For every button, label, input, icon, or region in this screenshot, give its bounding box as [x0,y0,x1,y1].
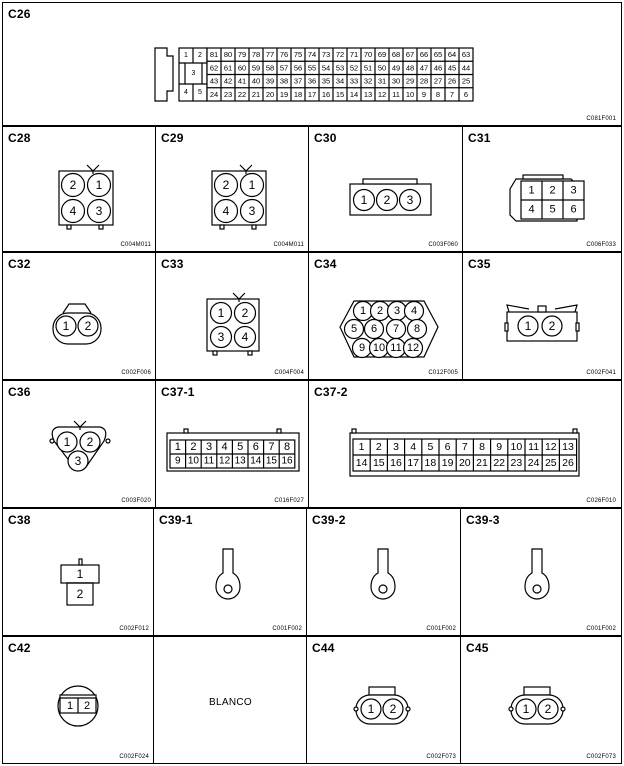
pin-label: 3 [191,70,196,77]
connector-cell-blank [153,636,308,764]
pin-label: 3 [74,454,82,468]
connector-c39-2-diagram [307,509,462,636]
pin-label: 58 [265,63,275,73]
pin-label: 27 [433,76,443,86]
pin-label: 2 [544,702,552,716]
lock-tab [561,707,565,711]
connector-cell-c28 [2,126,157,252]
pin-label: 20 [458,457,471,469]
top-ridge [507,305,529,312]
pin-label: 17 [307,89,317,99]
connector-title: C30 [314,131,337,145]
pin-label: 2 [84,319,92,333]
connector-title: C42 [8,641,31,655]
pin-label: 3 [95,204,103,218]
pin-label: 46 [433,63,443,73]
pin-label: 47 [419,63,429,73]
pin-label: 5 [350,323,358,335]
pin-label: 13 [562,441,574,453]
pin-label: 20 [265,89,275,99]
pin-label: 18 [424,457,437,469]
connector-c45-diagram [461,637,622,764]
pin-label: 5 [198,89,202,96]
connector-c37-2-diagram [309,381,622,508]
pin-label: 70 [363,50,373,60]
lock-tab [248,351,252,355]
pin-label: 11 [390,342,402,354]
pin-label: 13 [363,89,373,99]
connector-title: C32 [8,257,31,271]
pin-label: 17 [407,457,420,469]
pin-label: 57 [279,63,289,73]
pin-label: 1 [63,435,71,449]
pin-label: 73 [321,50,331,60]
top-ridge [363,179,417,184]
pin-label: 2 [376,305,384,317]
pin-label: 5 [549,203,556,216]
lock-tab [213,351,217,355]
pin-label: 28 [419,76,429,86]
pin-label: 11 [203,455,215,467]
pin-label: 8 [283,441,291,453]
connector-cell-c42 [2,636,155,764]
top-ridge [523,175,563,179]
pin-label: 2 [86,435,94,449]
connector-title: C37-2 [314,385,348,399]
pin-label: 1 [522,702,530,716]
lock-tab [252,225,256,229]
lock-tab [576,323,579,331]
connector-title: C31 [468,131,491,145]
connector-code: C006F033 [586,242,616,248]
latch-mark [233,293,245,299]
lock-tab [573,429,577,433]
pin-label: 6 [570,203,577,216]
pin-label: 14 [250,455,262,467]
pin-label: 48 [405,63,415,73]
connector-code: C026F010 [586,498,616,504]
connector-cell-c30 [308,126,464,252]
connector-title: C26 [8,7,31,21]
pin-label: 12 [377,89,387,99]
pin-label: 62 [209,63,219,73]
pin-label: 2 [383,193,391,207]
lock-tab [106,439,110,443]
pin-label: 38 [279,76,289,86]
connector-code: C002F041 [586,370,616,376]
pin-label: 2 [548,319,556,333]
pin-label: 2 [69,178,77,192]
connector-title: C29 [161,131,184,145]
connector-title: C45 [466,641,489,655]
top-ridge [555,305,577,312]
ring-hole [533,585,541,593]
ring-hole [379,585,387,593]
pin-label: 10 [187,455,199,467]
pin-label: 49 [391,63,401,73]
connector-cell-c45 [460,636,622,764]
pin-label: 5 [237,441,244,453]
pin-label: 1 [359,305,367,317]
pin-label: 81 [209,50,219,60]
connector-c30-diagram [309,127,464,252]
pin-label: 80 [223,50,233,60]
pin-label: 15 [335,89,345,99]
connector-code: C004F004 [274,370,304,376]
connector-title: C39-3 [466,513,500,527]
pin-label: 66 [419,50,429,60]
pin-label: 2 [375,441,382,453]
connector-c37-1-diagram [156,381,310,508]
connector-cell-c37-2 [308,380,622,508]
connector-title: C39-2 [312,513,346,527]
pin-label: 45 [447,63,457,73]
pin-label: 25 [544,457,557,469]
pin-label: 6 [252,441,259,453]
pin-label: 50 [377,63,387,73]
connector-title: C39-1 [159,513,193,527]
pin-label: 11 [392,89,400,99]
pin-label: 1 [184,52,188,59]
pin-label: 1 [174,441,181,453]
pin-label: 3 [217,330,225,344]
pin-label: 42 [223,76,233,86]
top-ridge [369,687,395,695]
connector-title: C44 [312,641,335,655]
pin-label: 21 [251,89,261,99]
connector-c32-diagram [3,253,157,380]
connector-c35-diagram [463,253,622,380]
connector-title: C36 [8,385,31,399]
pin-label: 4 [528,203,535,216]
pin-label: 22 [237,89,247,99]
lock-tab [509,707,513,711]
latch-mark [74,421,86,427]
pin-label: 77 [265,50,275,60]
pin-label: 14 [355,457,368,469]
connector-code: C002F073 [586,754,616,760]
connector-c33-diagram [156,253,310,380]
connector-cell-c39-3 [460,508,622,636]
connector-code: C003F060 [428,242,458,248]
connector-c39-3-diagram [461,509,622,636]
connector-title: C35 [468,257,491,271]
pin-label: 7 [449,89,455,99]
pin-label: 4 [410,441,417,453]
pin-label: 2 [83,700,91,712]
pin-label: 4 [69,204,77,218]
connector-cell-c32 [2,252,157,380]
pin-label: 60 [237,63,247,73]
pin-label: 13 [234,455,246,467]
connector-c29-diagram [156,127,310,252]
blank-label: BLANCO [209,697,252,708]
pin-label: 1 [367,702,375,716]
pin-label: 71 [349,50,359,60]
pin-label: 16 [281,455,293,467]
pin-label: 12 [544,441,557,453]
connector-c34-diagram [309,253,464,380]
connector-code: C001F002 [426,626,456,632]
lock-tab [277,429,281,433]
top-ridge [524,687,550,695]
connector-code: C001F002 [272,626,302,632]
latch-mark [87,165,99,171]
pin-label: 2 [389,702,397,716]
pin-label: 32 [363,76,373,86]
connector-cell-c26 [2,2,622,126]
connector-code: C012F005 [428,370,458,376]
pin-label: 55 [307,63,317,73]
connector-c28-diagram [3,127,157,252]
pin-label: 22 [493,457,506,469]
pin-label: 19 [279,89,289,99]
pin-label: 15 [372,457,385,469]
pin-label: 2 [222,178,230,192]
connector-code: C002F024 [119,754,149,760]
pin-label: 35 [321,76,331,86]
pin-label: 1 [76,567,84,581]
pin-label: 2 [241,306,249,320]
pin-label: 1 [360,193,368,207]
pin-label: 21 [476,457,488,469]
top-ridge [79,559,82,565]
connector-title: C33 [161,257,184,271]
pin-label: 68 [391,50,401,60]
pin-label: 25 [461,76,471,86]
pin-label: 4 [241,330,249,344]
pin-label: 10 [405,89,415,99]
connector-title: C37-1 [161,385,195,399]
pin-label: 78 [251,50,261,60]
pin-label: 3 [406,193,414,207]
lock-tab [406,707,410,711]
pin-label: 3 [570,184,577,197]
latch-mark [240,165,252,171]
lock-tab [67,225,71,229]
key-tab [155,48,173,101]
connector-code: C081F001 [586,116,616,122]
pin-label: 75 [293,50,303,60]
connector-title: C38 [8,513,31,527]
pin-label: 11 [528,441,540,453]
pin-label: 6 [463,89,469,99]
pin-label: 16 [321,89,331,99]
connector-c38-diagram [3,509,155,636]
pin-label: 12 [219,455,231,467]
pin-label: 4 [410,305,418,317]
connector-cell-c33 [155,252,310,380]
pin-label: 2 [549,184,556,197]
pin-label: 5 [427,441,434,453]
pin-label: 64 [447,50,457,60]
pin-label: 41 [237,76,247,86]
pin-label: 16 [390,457,402,469]
pin-label: 10 [372,342,386,354]
pin-label: 6 [444,441,451,453]
connector-code: C004M011 [273,242,304,248]
connector-c31-diagram [463,127,622,252]
pin-label: 3 [205,441,213,453]
pin-label: 37 [293,76,303,86]
pin-label: 4 [184,89,188,96]
pin-label: 7 [392,323,400,335]
pin-label: 1 [95,178,103,192]
pin-label: 24 [527,457,540,469]
connector-c36-diagram [3,381,157,508]
pin-label: 24 [209,89,219,99]
pin-label: 36 [307,76,317,86]
lock-tab [505,323,508,331]
pin-label: 52 [349,63,359,73]
connector-cell-c34 [308,252,464,380]
pin-label: 4 [222,204,230,218]
pin-label: 1 [358,441,365,453]
pin-label: 3 [393,305,401,317]
connector-c39-1-diagram [154,509,308,636]
pin-label: 9 [358,342,366,354]
pin-label: 1 [66,700,74,712]
connector-cell-c44 [306,636,462,764]
connector-c42-diagram [3,637,155,764]
pin-label: 2 [190,441,197,453]
pin-label: 2 [198,52,202,59]
pin-label: 44 [461,63,471,73]
pin-label: 9 [421,89,427,99]
connector-code: C003F020 [121,498,151,504]
pin-label: 67 [405,50,415,60]
pin-label: 8 [413,323,421,335]
pin-label: 3 [393,441,399,453]
pin-label: 65 [433,50,443,60]
pin-label: 12 [406,342,420,354]
pin-label: 1 [217,306,225,320]
pin-label: 8 [479,441,485,453]
pin-label: 7 [461,441,468,453]
pin-label: 1 [528,184,535,197]
connector-c26-diagram [3,3,622,126]
pin-label: 9 [175,455,181,467]
connector-code: C002F012 [119,626,149,632]
pin-label: 1 [524,319,532,333]
pin-label: 23 [223,89,233,99]
pin-label: 1 [62,319,70,333]
connector-cell-c35 [462,252,622,380]
pin-label: 31 [377,76,387,86]
pin-label: 15 [265,455,277,467]
pin-label: 7 [268,441,275,453]
connector-cell-c39-1 [153,508,308,636]
pin-label: 76 [279,50,289,60]
connector-title: C34 [314,257,337,271]
pin-label: 6 [370,323,378,335]
pin-label: 63 [461,50,471,60]
connector-c44-diagram [307,637,462,764]
pin-label: 10 [510,441,523,453]
pin-label: 3 [248,204,256,218]
pin-label: 79 [237,50,247,60]
connector-code: C001F002 [586,626,616,632]
lock-tab [50,439,54,443]
connector-code: C002F006 [121,370,151,376]
pin-label: 19 [441,457,454,469]
connector-cell-c29 [155,126,310,252]
pin-label: 30 [391,76,401,86]
pin-label: 72 [335,50,345,60]
connector-code: C004M011 [120,242,151,248]
pin-label: 34 [335,76,345,86]
pin-label: 29 [405,76,415,86]
pin-label: 18 [293,89,303,99]
connector-code: C002F073 [426,754,456,760]
connector-cell-c39-2 [306,508,462,636]
connector-cell-c31 [462,126,622,252]
lock-tab [354,707,358,711]
pin-label: 61 [223,63,233,73]
pin-label: 26 [562,457,574,469]
pin-label: 9 [496,441,503,453]
pin-label: 40 [251,76,261,86]
pin-label: 1 [248,178,256,192]
lock-tab [184,429,188,433]
pin-label: 14 [349,89,359,99]
pin-label: 33 [349,76,359,86]
connector-cell-c38 [2,508,155,636]
pin-label: 26 [447,76,457,86]
pin-label: 51 [363,63,373,73]
pin-label: 53 [335,63,345,73]
lock-tab [352,429,356,433]
connector-title: C28 [8,131,31,145]
pin-label: 43 [209,76,219,86]
ring-hole [224,585,232,593]
connector-cell-c36 [2,380,157,508]
pin-label: 74 [307,50,317,60]
pin-label: 69 [377,50,387,60]
top-ridge [538,306,546,312]
pin-label: 23 [510,457,523,469]
pin-label: 54 [321,63,331,73]
connector-cell-c37-1 [155,380,310,508]
pin-label: 59 [251,63,261,73]
lock-tab [99,225,103,229]
pin-label: 4 [221,441,228,453]
connector-code: C016F027 [274,498,304,504]
pin-label: 2 [76,587,84,601]
lock-tab [220,225,224,229]
pin-label: 8 [435,89,441,99]
pin-label: 39 [265,76,275,86]
pin-label: 56 [293,63,303,73]
